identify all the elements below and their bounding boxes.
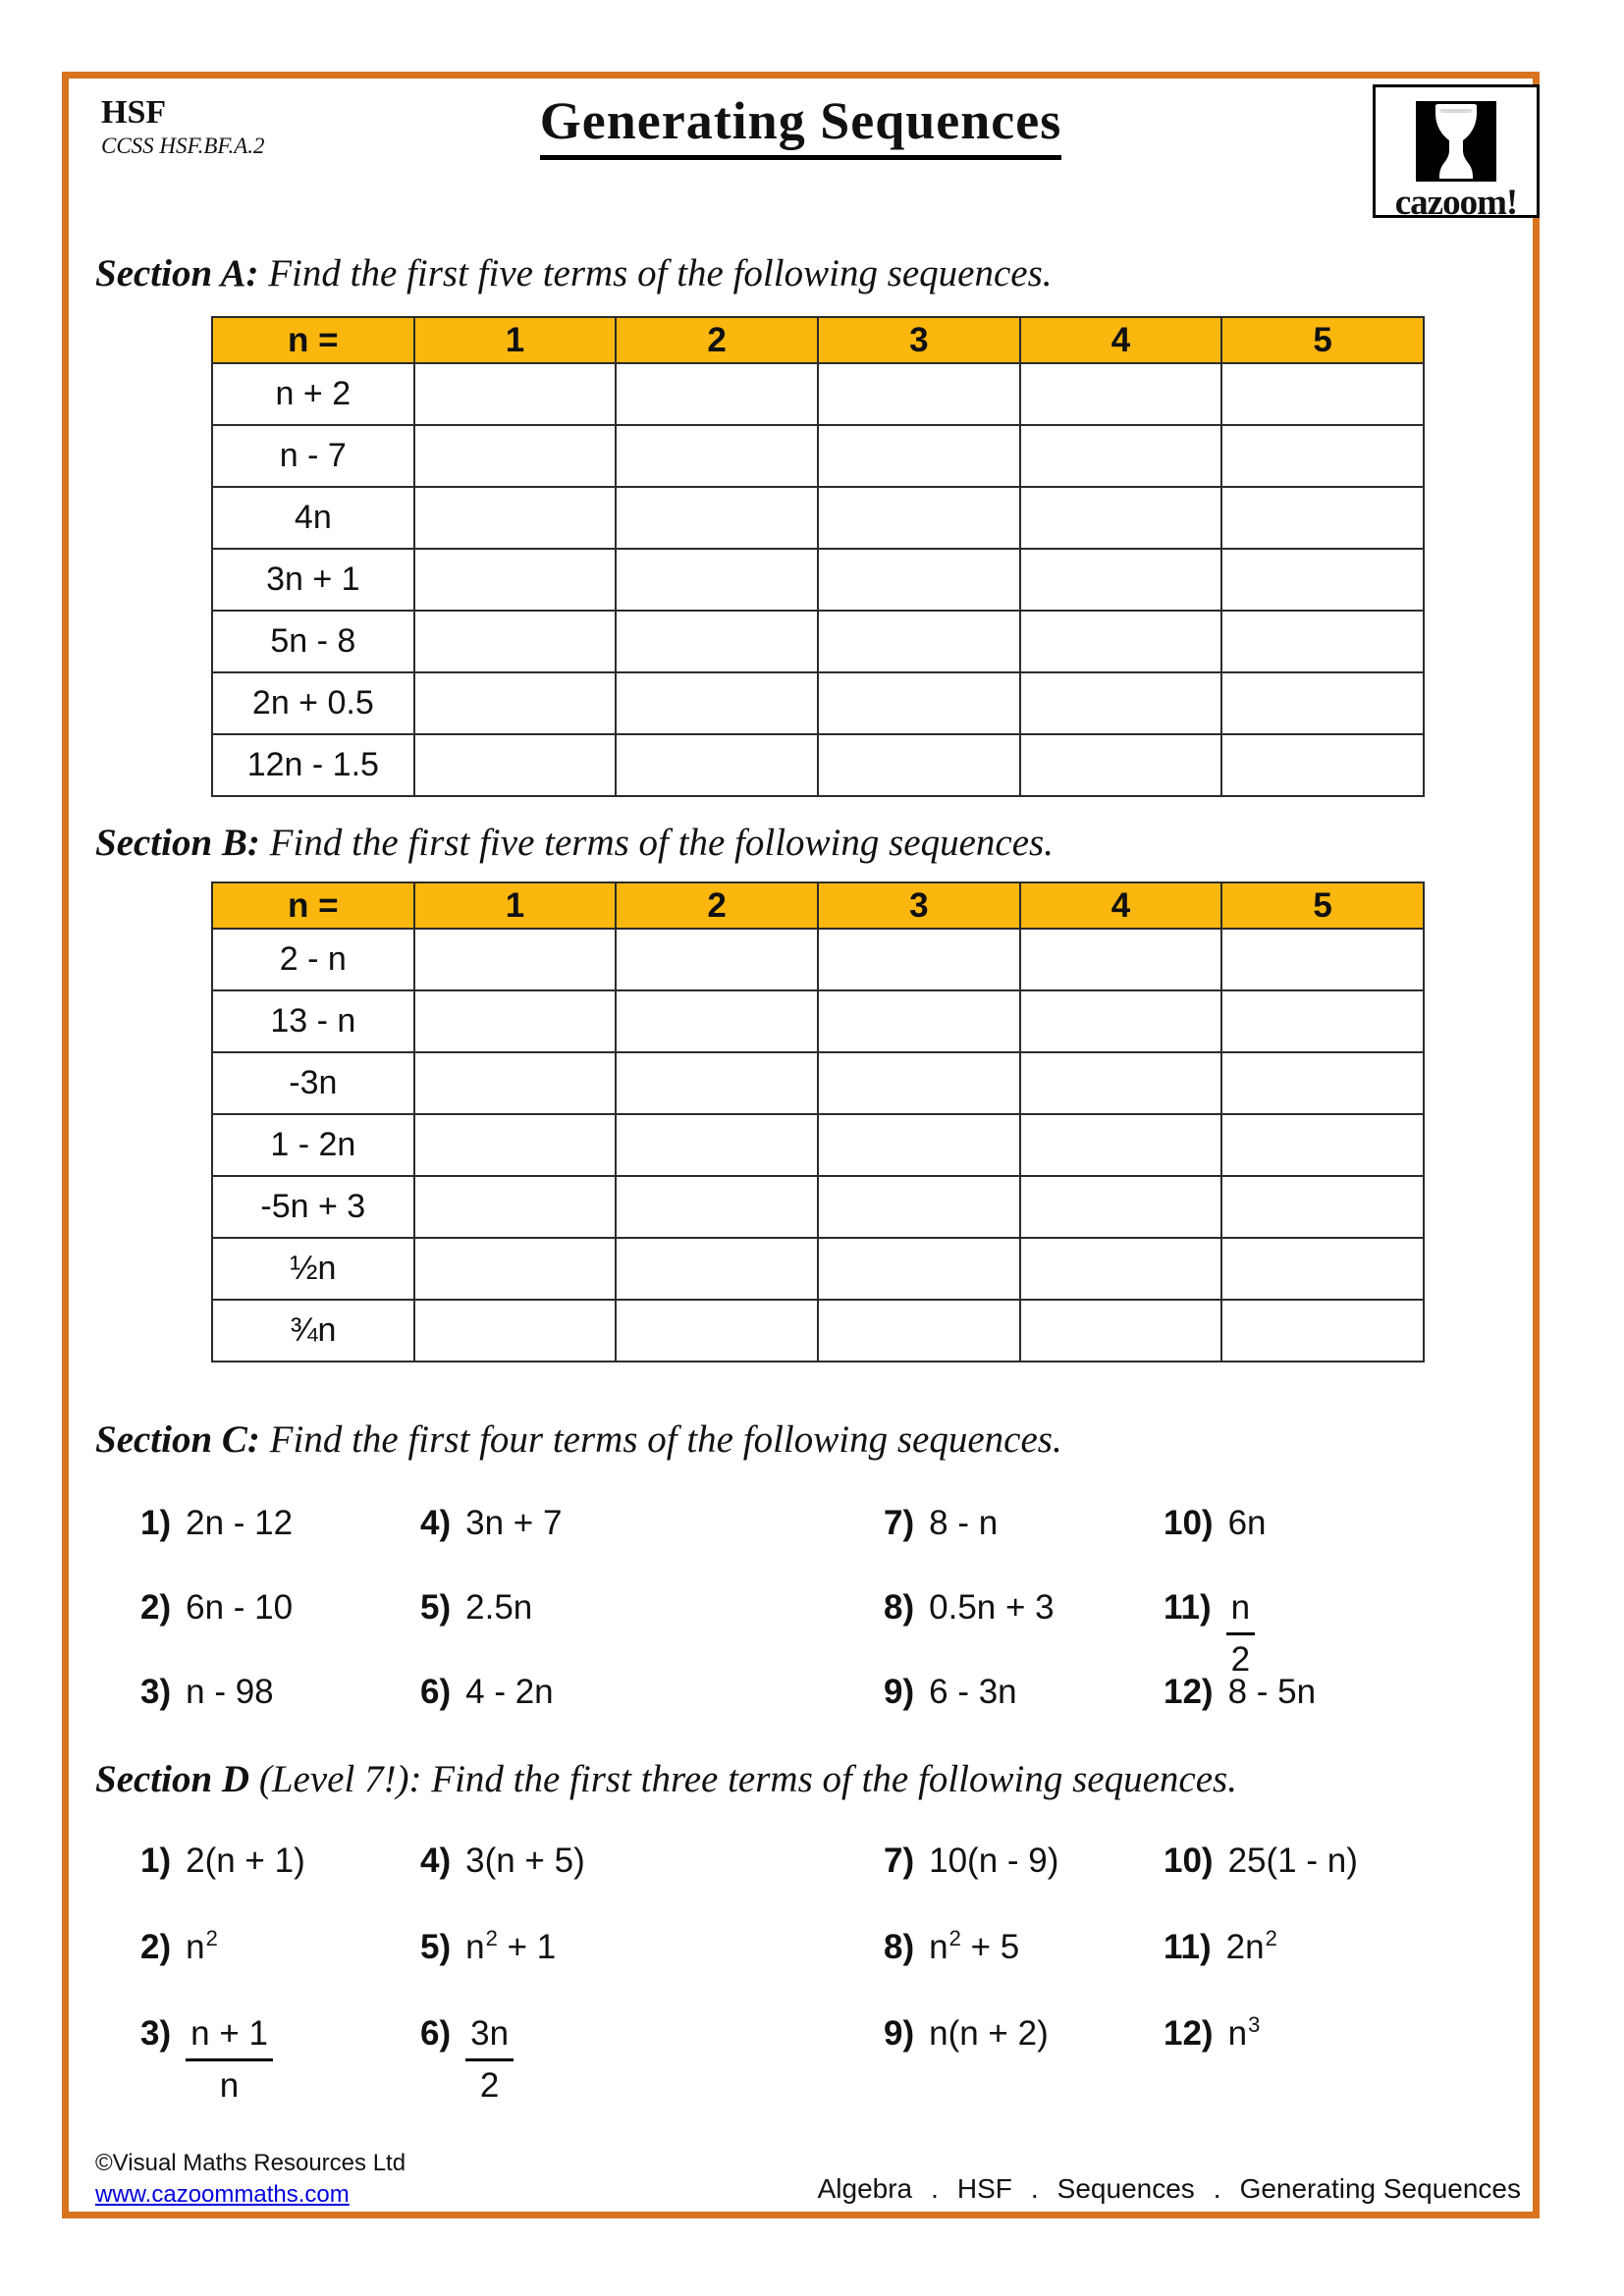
djembe-drum-icon <box>1416 101 1496 182</box>
table-header-term-3: 3 <box>818 317 1020 363</box>
answer-cell <box>818 1300 1020 1362</box>
item-expression: 3n + 7 <box>465 1504 563 1542</box>
exponent: 2 <box>205 1926 218 1950</box>
sequence-table <box>211 881 1425 1362</box>
item-number: 4) <box>420 1504 452 1542</box>
item-number: 12) <box>1164 1673 1214 1711</box>
ccss-code: CCSS HSF.BF.A.2 <box>101 133 265 158</box>
exercise-item <box>140 1673 274 1712</box>
table-header-term-1: 1 <box>414 882 617 929</box>
table-header-n: n = <box>212 317 414 363</box>
item-number: 6) <box>420 1673 452 1711</box>
item-expression: 6n - 10 <box>186 1588 294 1627</box>
item-number: 8) <box>884 1588 915 1627</box>
section-b-label: Section B: <box>95 822 260 864</box>
exercise-item <box>140 1928 218 1967</box>
table-header-n: n = <box>212 882 414 929</box>
item-expression: 8 - 5n <box>1227 1673 1317 1711</box>
fraction <box>186 2014 273 2106</box>
answer-cell <box>1221 1114 1424 1176</box>
answer-cell <box>414 1052 617 1114</box>
section-a-table-container <box>211 316 1425 797</box>
table-row <box>212 425 1424 487</box>
section-d-instruction: (Level 7!): Find the first three terms of the following sequences. <box>249 1758 1237 1800</box>
answer-cell <box>414 929 617 990</box>
answer-cell <box>414 425 617 487</box>
exercise-item <box>140 1504 293 1543</box>
breadcrumb-item: HSF <box>956 2173 1012 2204</box>
section-b-table-container <box>211 881 1425 1362</box>
exercise-item <box>420 1588 532 1628</box>
sequence-rule: 2n + 0.5 <box>212 672 414 734</box>
breadcrumb-separator: . <box>931 2173 939 2204</box>
answer-cell <box>616 487 818 549</box>
item-number: 6) <box>420 2014 452 2053</box>
section-b-heading <box>95 821 1054 865</box>
item-number: 12) <box>1164 2014 1214 2053</box>
exercise-item <box>884 1673 1017 1712</box>
exercise-item <box>420 1504 562 1543</box>
table-row <box>212 549 1424 611</box>
answer-cell <box>1020 425 1222 487</box>
item-expression: $n^2$ <box>186 1926 218 1966</box>
answer-cell <box>616 1114 818 1176</box>
exercise-item <box>884 1588 1055 1628</box>
item-expression: 6n <box>1227 1504 1267 1542</box>
table-header-term-1: 1 <box>414 317 617 363</box>
answer-cell <box>1221 1176 1424 1238</box>
item-expression <box>1226 1588 1255 1680</box>
table-row <box>212 487 1424 549</box>
answer-cell <box>616 734 818 796</box>
fraction-numerator: n <box>1226 1588 1255 1635</box>
table-row <box>212 990 1424 1052</box>
item-expression: 6 - 3n <box>929 1673 1017 1711</box>
answer-cell <box>1221 1052 1424 1114</box>
exercise-item <box>420 2014 514 2106</box>
answer-cell <box>1020 549 1222 611</box>
answer-cell <box>414 734 617 796</box>
answer-cell <box>1020 487 1222 549</box>
answer-cell <box>414 363 617 425</box>
exercise-item <box>140 1842 305 1881</box>
answer-cell <box>616 363 818 425</box>
sequence-rule: 13 - n <box>212 990 414 1052</box>
answer-cell <box>1221 672 1424 734</box>
exponent: 2 <box>485 1926 498 1950</box>
worksheet-page <box>62 72 1540 2218</box>
breadcrumb <box>818 2173 1521 2205</box>
table-header-term-2: 2 <box>616 317 818 363</box>
exercise-item <box>1164 1588 1255 1680</box>
fraction-denominator: 2 <box>1230 1640 1251 1679</box>
sequence-rule: 3n + 1 <box>212 549 414 611</box>
answer-cell <box>818 1114 1020 1176</box>
answer-cell <box>818 1238 1020 1300</box>
answer-cell <box>1020 929 1222 990</box>
table-row <box>212 1238 1424 1300</box>
answer-cell <box>1221 929 1424 990</box>
item-number: 10) <box>1164 1842 1214 1880</box>
cazoom-logo <box>1373 84 1540 223</box>
table-header-term-4: 4 <box>1020 317 1222 363</box>
answer-cell <box>414 990 617 1052</box>
section-d-items <box>69 1842 1546 2136</box>
answer-cell <box>818 672 1020 734</box>
answer-cell <box>1221 734 1424 796</box>
answer-cell <box>414 487 617 549</box>
table-row <box>212 1052 1424 1114</box>
answer-cell <box>1221 363 1424 425</box>
section-a-label: Section A: <box>95 252 259 294</box>
item-expression: 2(n + 1) <box>186 1842 305 1880</box>
answer-cell <box>1020 1238 1222 1300</box>
item-expression: $n^3$ <box>1227 2012 1261 2053</box>
item-number: 11) <box>1164 1588 1212 1627</box>
sequence-rule: n - 7 <box>212 425 414 487</box>
answer-cell <box>616 1300 818 1362</box>
sequence-rule: 4n <box>212 487 414 549</box>
item-number: 9) <box>884 1673 915 1711</box>
item-number: 5) <box>420 1928 452 1966</box>
fraction-numerator: n + 1 <box>186 2014 273 2061</box>
table-row <box>212 1300 1424 1362</box>
answer-cell <box>414 611 617 672</box>
answer-cell <box>818 1176 1020 1238</box>
answer-cell <box>414 549 617 611</box>
answer-cell <box>1221 487 1424 549</box>
title-container <box>69 90 1533 160</box>
item-number: 4) <box>420 1842 452 1880</box>
item-number: 3) <box>140 1673 172 1711</box>
exercise-item <box>884 1842 1058 1881</box>
exercise-item <box>140 1588 293 1628</box>
item-expression <box>186 2014 273 2106</box>
answer-cell <box>818 990 1020 1052</box>
sequence-rule: 12n - 1.5 <box>212 734 414 796</box>
answer-cell <box>1020 1114 1222 1176</box>
page-title: Generating Sequences <box>540 90 1061 160</box>
answer-cell <box>1020 611 1222 672</box>
item-number: 3) <box>140 2014 172 2053</box>
section-b-instruction: Find the first five terms of the following sequences. <box>259 822 1054 864</box>
answer-cell <box>616 990 818 1052</box>
fraction <box>465 2014 514 2106</box>
answer-cell <box>818 1052 1020 1114</box>
table-row <box>212 734 1424 796</box>
item-expression <box>465 2014 514 2106</box>
item-number: 2) <box>140 1588 172 1627</box>
website-link[interactable]: www.cazoommaths.com <box>95 2181 350 2208</box>
item-expression: 25(1 - n) <box>1227 1842 1358 1880</box>
sequence-rule: ¾n <box>212 1300 414 1362</box>
logo-wordmark: cazoom! <box>1394 183 1518 223</box>
fraction-numerator: 3n <box>465 2014 514 2061</box>
sequence-table <box>211 316 1425 797</box>
exercise-item <box>1164 1928 1277 1967</box>
answer-cell <box>414 1176 617 1238</box>
sequence-rule: -5n + 3 <box>212 1176 414 1238</box>
answer-cell <box>616 1238 818 1300</box>
sequence-rule: ½n <box>212 1238 414 1300</box>
exercise-item <box>884 1504 998 1543</box>
table-header-term-5: 5 <box>1221 882 1424 929</box>
exercise-item <box>420 1928 556 1967</box>
answer-cell <box>1020 1052 1222 1114</box>
answer-cell <box>616 549 818 611</box>
answer-cell <box>616 1176 818 1238</box>
level-code: HSF <box>101 94 167 131</box>
section-c-items <box>69 1504 1546 1779</box>
table-row <box>212 611 1424 672</box>
answer-cell <box>1020 672 1222 734</box>
exercise-item <box>1164 1842 1358 1881</box>
table-header-term-2: 2 <box>616 882 818 929</box>
table-header-term-3: 3 <box>818 882 1020 929</box>
answer-cell <box>616 425 818 487</box>
section-c-heading <box>95 1417 1062 1462</box>
answer-cell <box>616 611 818 672</box>
sequence-rule: 2 - n <box>212 929 414 990</box>
exponent: 2 <box>1265 1926 1277 1950</box>
answer-cell <box>1020 363 1222 425</box>
item-expression: 0.5n + 3 <box>929 1588 1055 1627</box>
answer-cell <box>1221 611 1424 672</box>
breadcrumb-separator: . <box>1030 2173 1039 2204</box>
item-number: 5) <box>420 1588 452 1627</box>
breadcrumb-separator: . <box>1213 2173 1221 2204</box>
answer-cell <box>414 1114 617 1176</box>
item-number: 9) <box>884 2014 915 2053</box>
section-a-instruction: Find the first five terms of the following sequences. <box>258 252 1053 294</box>
table-row <box>212 1114 1424 1176</box>
exercise-item <box>1164 2014 1260 2054</box>
sequence-rule: -3n <box>212 1052 414 1114</box>
item-expression: 4 - 2n <box>465 1673 554 1711</box>
breadcrumb-item: Generating Sequences <box>1239 2173 1521 2204</box>
table-header-term-5: 5 <box>1221 317 1424 363</box>
exercise-item <box>420 1842 585 1881</box>
breadcrumb-item: Sequences <box>1056 2173 1195 2204</box>
section-c-instruction: Find the first four terms of the following sequences. <box>259 1418 1062 1461</box>
answer-cell <box>818 611 1020 672</box>
answer-cell <box>414 1300 617 1362</box>
answer-cell <box>1020 1176 1222 1238</box>
answer-cell <box>616 672 818 734</box>
answer-cell <box>1221 549 1424 611</box>
answer-cell <box>1020 1300 1222 1362</box>
item-expression: n - 98 <box>186 1673 274 1711</box>
sequence-rule: 1 - 2n <box>212 1114 414 1176</box>
exercise-item <box>884 1928 1019 1967</box>
breadcrumb-item: Algebra <box>817 2173 913 2204</box>
answer-cell <box>1221 1300 1424 1362</box>
section-c-label: Section C: <box>95 1418 260 1461</box>
item-expression: 2n - 12 <box>186 1504 294 1542</box>
answer-cell <box>818 363 1020 425</box>
exercise-item <box>420 1673 554 1712</box>
item-expression: 8 - n <box>929 1504 999 1542</box>
item-expression: 2.5n <box>465 1588 533 1627</box>
table-header-term-4: 4 <box>1020 882 1222 929</box>
section-d-label: Section D <box>95 1758 250 1800</box>
table-header-row <box>212 317 1424 363</box>
item-expression: $2n^2$ <box>1225 1926 1277 1966</box>
answer-cell <box>414 672 617 734</box>
table-row <box>212 929 1424 990</box>
fraction <box>1226 1588 1255 1680</box>
answer-cell <box>616 929 818 990</box>
exercise-item <box>1164 1673 1316 1712</box>
table-header-row <box>212 882 1424 929</box>
answer-cell <box>818 734 1020 796</box>
answer-cell <box>818 425 1020 487</box>
answer-cell <box>818 487 1020 549</box>
answer-cell <box>616 1052 818 1114</box>
sequence-rule: n + 2 <box>212 363 414 425</box>
section-a-heading <box>95 251 1053 295</box>
answer-cell <box>818 929 1020 990</box>
answer-cell <box>414 1238 617 1300</box>
item-expression: 10(n - 9) <box>929 1842 1059 1880</box>
item-number: 10) <box>1164 1504 1214 1542</box>
item-expression: 3(n + 5) <box>465 1842 585 1880</box>
table-row <box>212 1176 1424 1238</box>
item-number: 2) <box>140 1928 172 1966</box>
item-number: 8) <box>884 1928 915 1966</box>
section-d-heading <box>95 1757 1237 1801</box>
exponent: 3 <box>1248 2012 1261 2037</box>
answer-cell <box>818 549 1020 611</box>
item-number: 1) <box>140 1504 172 1542</box>
exercise-item <box>1164 1504 1267 1543</box>
item-expression: $n^2 + 1$ <box>465 1926 557 1966</box>
fraction-denominator: 2 <box>479 2066 500 2105</box>
exercise-item <box>884 2014 1049 2054</box>
sequence-rule: 5n - 8 <box>212 611 414 672</box>
item-expression: n(n + 2) <box>929 2014 1049 2053</box>
answer-cell <box>1020 990 1222 1052</box>
item-expression: $n^2 + 5$ <box>929 1926 1020 1966</box>
copyright-text: ©Visual Maths Resources Ltd <box>95 2150 406 2176</box>
answer-cell <box>1221 425 1424 487</box>
item-number: 1) <box>140 1842 172 1880</box>
fraction-denominator: n <box>219 2066 240 2105</box>
answer-cell <box>1221 990 1424 1052</box>
item-number: 7) <box>884 1842 915 1880</box>
table-row <box>212 363 1424 425</box>
table-row <box>212 672 1424 734</box>
item-number: 11) <box>1164 1928 1212 1966</box>
exponent: 2 <box>948 1926 961 1950</box>
exercise-item <box>140 2014 273 2106</box>
item-number: 7) <box>884 1504 915 1542</box>
answer-cell <box>1221 1238 1424 1300</box>
answer-cell <box>1020 734 1222 796</box>
